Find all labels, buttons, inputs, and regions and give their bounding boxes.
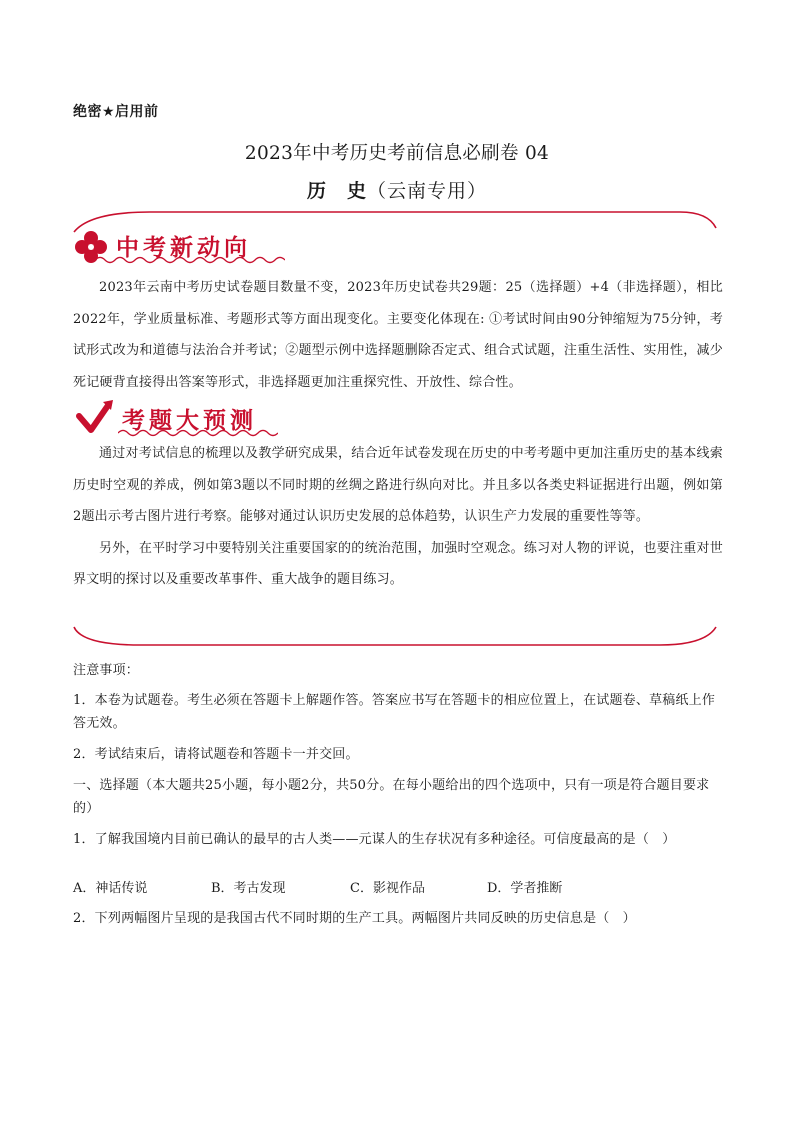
trend-text: 2023年云南中考历史试卷题目数量不变，2023年历史试卷共29题：25（选择题）+4（非选择题），相比2022年，学业质量标准、考题形式等方面出现变化。主要变化体现在: ①考试时间由90分钟缩短为75分钟，考试形式改为和道德与法治合并考试；②题型示例中选择题删除否定式、组合式试题，注重生活性、实用性，减少死记硬背直接得出答案等形式，非选择题更加注重探究性、开放性、综合性。	[73, 280, 723, 390]
arrow-check-icon	[73, 396, 115, 438]
notes-heading: 注意事项：	[73, 663, 140, 678]
subject-label: 历 史	[306, 180, 367, 202]
notes-item-1: 1．本卷为试题卷。考生必须在答题卡上解题作答。答案应书写在答题卡的相应位置上，在试题卷、草稿纸上作答无效。	[73, 693, 716, 731]
question-1-options	[73, 877, 733, 901]
trend-paragraph	[73, 272, 723, 398]
page-title: 2023年中考历史考前信息必刷卷 04	[244, 143, 550, 164]
question-2-stem: 2．下列两幅图片呈现的是我国古代不同时期的生产工具。两幅图片共同反映的历史信息是（ ）	[73, 911, 636, 926]
question-1-stem: 1．了解我国境内目前已确认的最早的古人类——元谋人的生存状况有多种途径。可信度最高的是（ ）	[73, 832, 676, 847]
option-c[interactable]: C．影视作品	[350, 881, 425, 896]
option-a[interactable]: A．神话传说	[73, 881, 148, 896]
option-d[interactable]: D．学者推断	[487, 881, 563, 896]
subject-note: （云南专用）	[367, 180, 488, 202]
page-subtitle	[0, 176, 794, 203]
forecast-text-1: 通过对考试信息的梳理以及教学研究成果，结合近年试卷发现在历史的中考考题中更加注重历史的基本线索历史时空观的养成，例如第3题以不同时期的丝绸之路进行纵向对比。并且多以各类史料证据进行出题，例如第2题出示考古图片进行考察。能够对通过认识历史发展的总体趋势，认识生产力发展的重要性等等。	[73, 446, 723, 524]
forecast-paragraphs	[73, 438, 723, 596]
forecast-text-2: 另外，在平时学习中要特别关注重要国家的的统治范围，加强时空观念。练习对人物的评说，也要注重对世界文明的探讨以及重要改革事件、重大战争的题目练习。	[73, 540, 723, 587]
section-one-instruction: 一、选择题（本大题共25小题，每小题2分，共50分。在每小题给出的四个选项中，只有一项是符合题目要求的）	[73, 778, 710, 816]
secret-label: 绝密★启用前	[73, 104, 159, 120]
option-b[interactable]: B．考古发现	[211, 881, 286, 896]
forecast-heading: 考题大预测	[122, 408, 257, 434]
trend-heading: 中考新动向	[116, 235, 251, 261]
notes-block	[73, 659, 728, 851]
notes-item-2: 2．考试结束后，请将试题卷和答题卡一并交回。	[73, 747, 359, 762]
